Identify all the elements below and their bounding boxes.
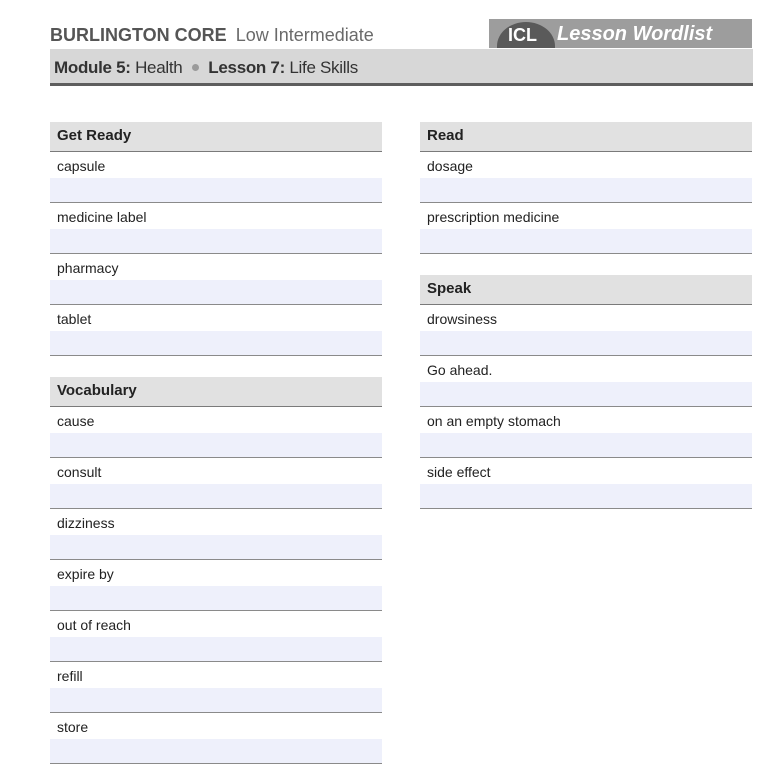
word-row xyxy=(50,662,382,713)
word-entry: expire by xyxy=(57,566,114,582)
section-title: Get Ready xyxy=(50,122,382,152)
section-read xyxy=(420,122,752,254)
word-entry: tablet xyxy=(57,311,92,327)
word-row xyxy=(420,458,752,509)
translation-field[interactable] xyxy=(50,229,382,253)
translation-field[interactable] xyxy=(50,433,382,457)
word-entry: side effect xyxy=(427,464,491,480)
translation-field[interactable] xyxy=(420,229,752,253)
word-row xyxy=(50,713,382,764)
word-entry: prescription medicine xyxy=(427,209,560,225)
word-row xyxy=(420,203,752,254)
word-row xyxy=(50,305,382,356)
word-entry: dosage xyxy=(427,158,473,174)
course-level: Low Intermediate xyxy=(235,25,374,45)
word-row xyxy=(420,305,752,356)
word-entry: capsule xyxy=(57,158,106,174)
separator-dot-icon xyxy=(192,64,199,71)
word-row xyxy=(420,356,752,407)
word-entry: on an empty stomach xyxy=(427,413,561,429)
word-entry: drowsiness xyxy=(427,311,498,327)
word-row xyxy=(50,152,382,203)
translation-field[interactable] xyxy=(50,280,382,304)
translation-field[interactable] xyxy=(420,178,752,202)
module-name: Health xyxy=(135,58,183,77)
right-column xyxy=(420,122,752,509)
translation-field[interactable] xyxy=(50,739,382,763)
word-row xyxy=(50,203,382,254)
word-row xyxy=(420,152,752,203)
section-get-ready xyxy=(50,122,382,356)
translation-field[interactable] xyxy=(420,331,752,355)
word-entry: medicine label xyxy=(57,209,147,225)
word-entry: Go ahead. xyxy=(427,362,493,378)
translation-field[interactable] xyxy=(420,382,752,406)
word-row xyxy=(50,254,382,305)
lesson-wordlist-tag xyxy=(489,19,752,48)
translation-field[interactable] xyxy=(50,331,382,355)
module-lesson-bar xyxy=(50,49,753,86)
word-row xyxy=(50,509,382,560)
word-entry: dizziness xyxy=(57,515,115,531)
translation-field[interactable] xyxy=(420,484,752,508)
word-row xyxy=(50,560,382,611)
lesson-label: Lesson 7: xyxy=(208,58,285,77)
module-label: Module 5: xyxy=(54,58,131,77)
word-entry: refill xyxy=(57,668,83,684)
translation-field[interactable] xyxy=(50,535,382,559)
translation-field[interactable] xyxy=(420,433,752,457)
word-entry: consult xyxy=(57,464,102,480)
brand-title xyxy=(50,24,374,46)
brand-name: BURLINGTON CORE xyxy=(50,25,227,45)
section-vocabulary xyxy=(50,377,382,764)
module-lesson-text xyxy=(54,58,358,78)
word-entry: cause xyxy=(57,413,95,429)
translation-field[interactable] xyxy=(50,178,382,202)
word-row xyxy=(50,407,382,458)
translation-field[interactable] xyxy=(50,688,382,712)
section-title: Read xyxy=(420,122,752,152)
word-row xyxy=(50,458,382,509)
icl-badge-label: ICL xyxy=(508,25,537,45)
word-row xyxy=(420,407,752,458)
section-title: Speak xyxy=(420,275,752,305)
translation-field[interactable] xyxy=(50,637,382,661)
section-title: Vocabulary xyxy=(50,377,382,407)
word-entry: out of reach xyxy=(57,617,131,633)
translation-field[interactable] xyxy=(50,586,382,610)
translation-field[interactable] xyxy=(50,484,382,508)
lesson-name: Life Skills xyxy=(289,58,358,77)
word-entry: pharmacy xyxy=(57,260,119,276)
word-row xyxy=(50,611,382,662)
wordlist-title: Lesson Wordlist xyxy=(557,23,713,45)
word-entry: store xyxy=(57,719,89,735)
left-column xyxy=(50,122,382,764)
section-speak xyxy=(420,275,752,509)
